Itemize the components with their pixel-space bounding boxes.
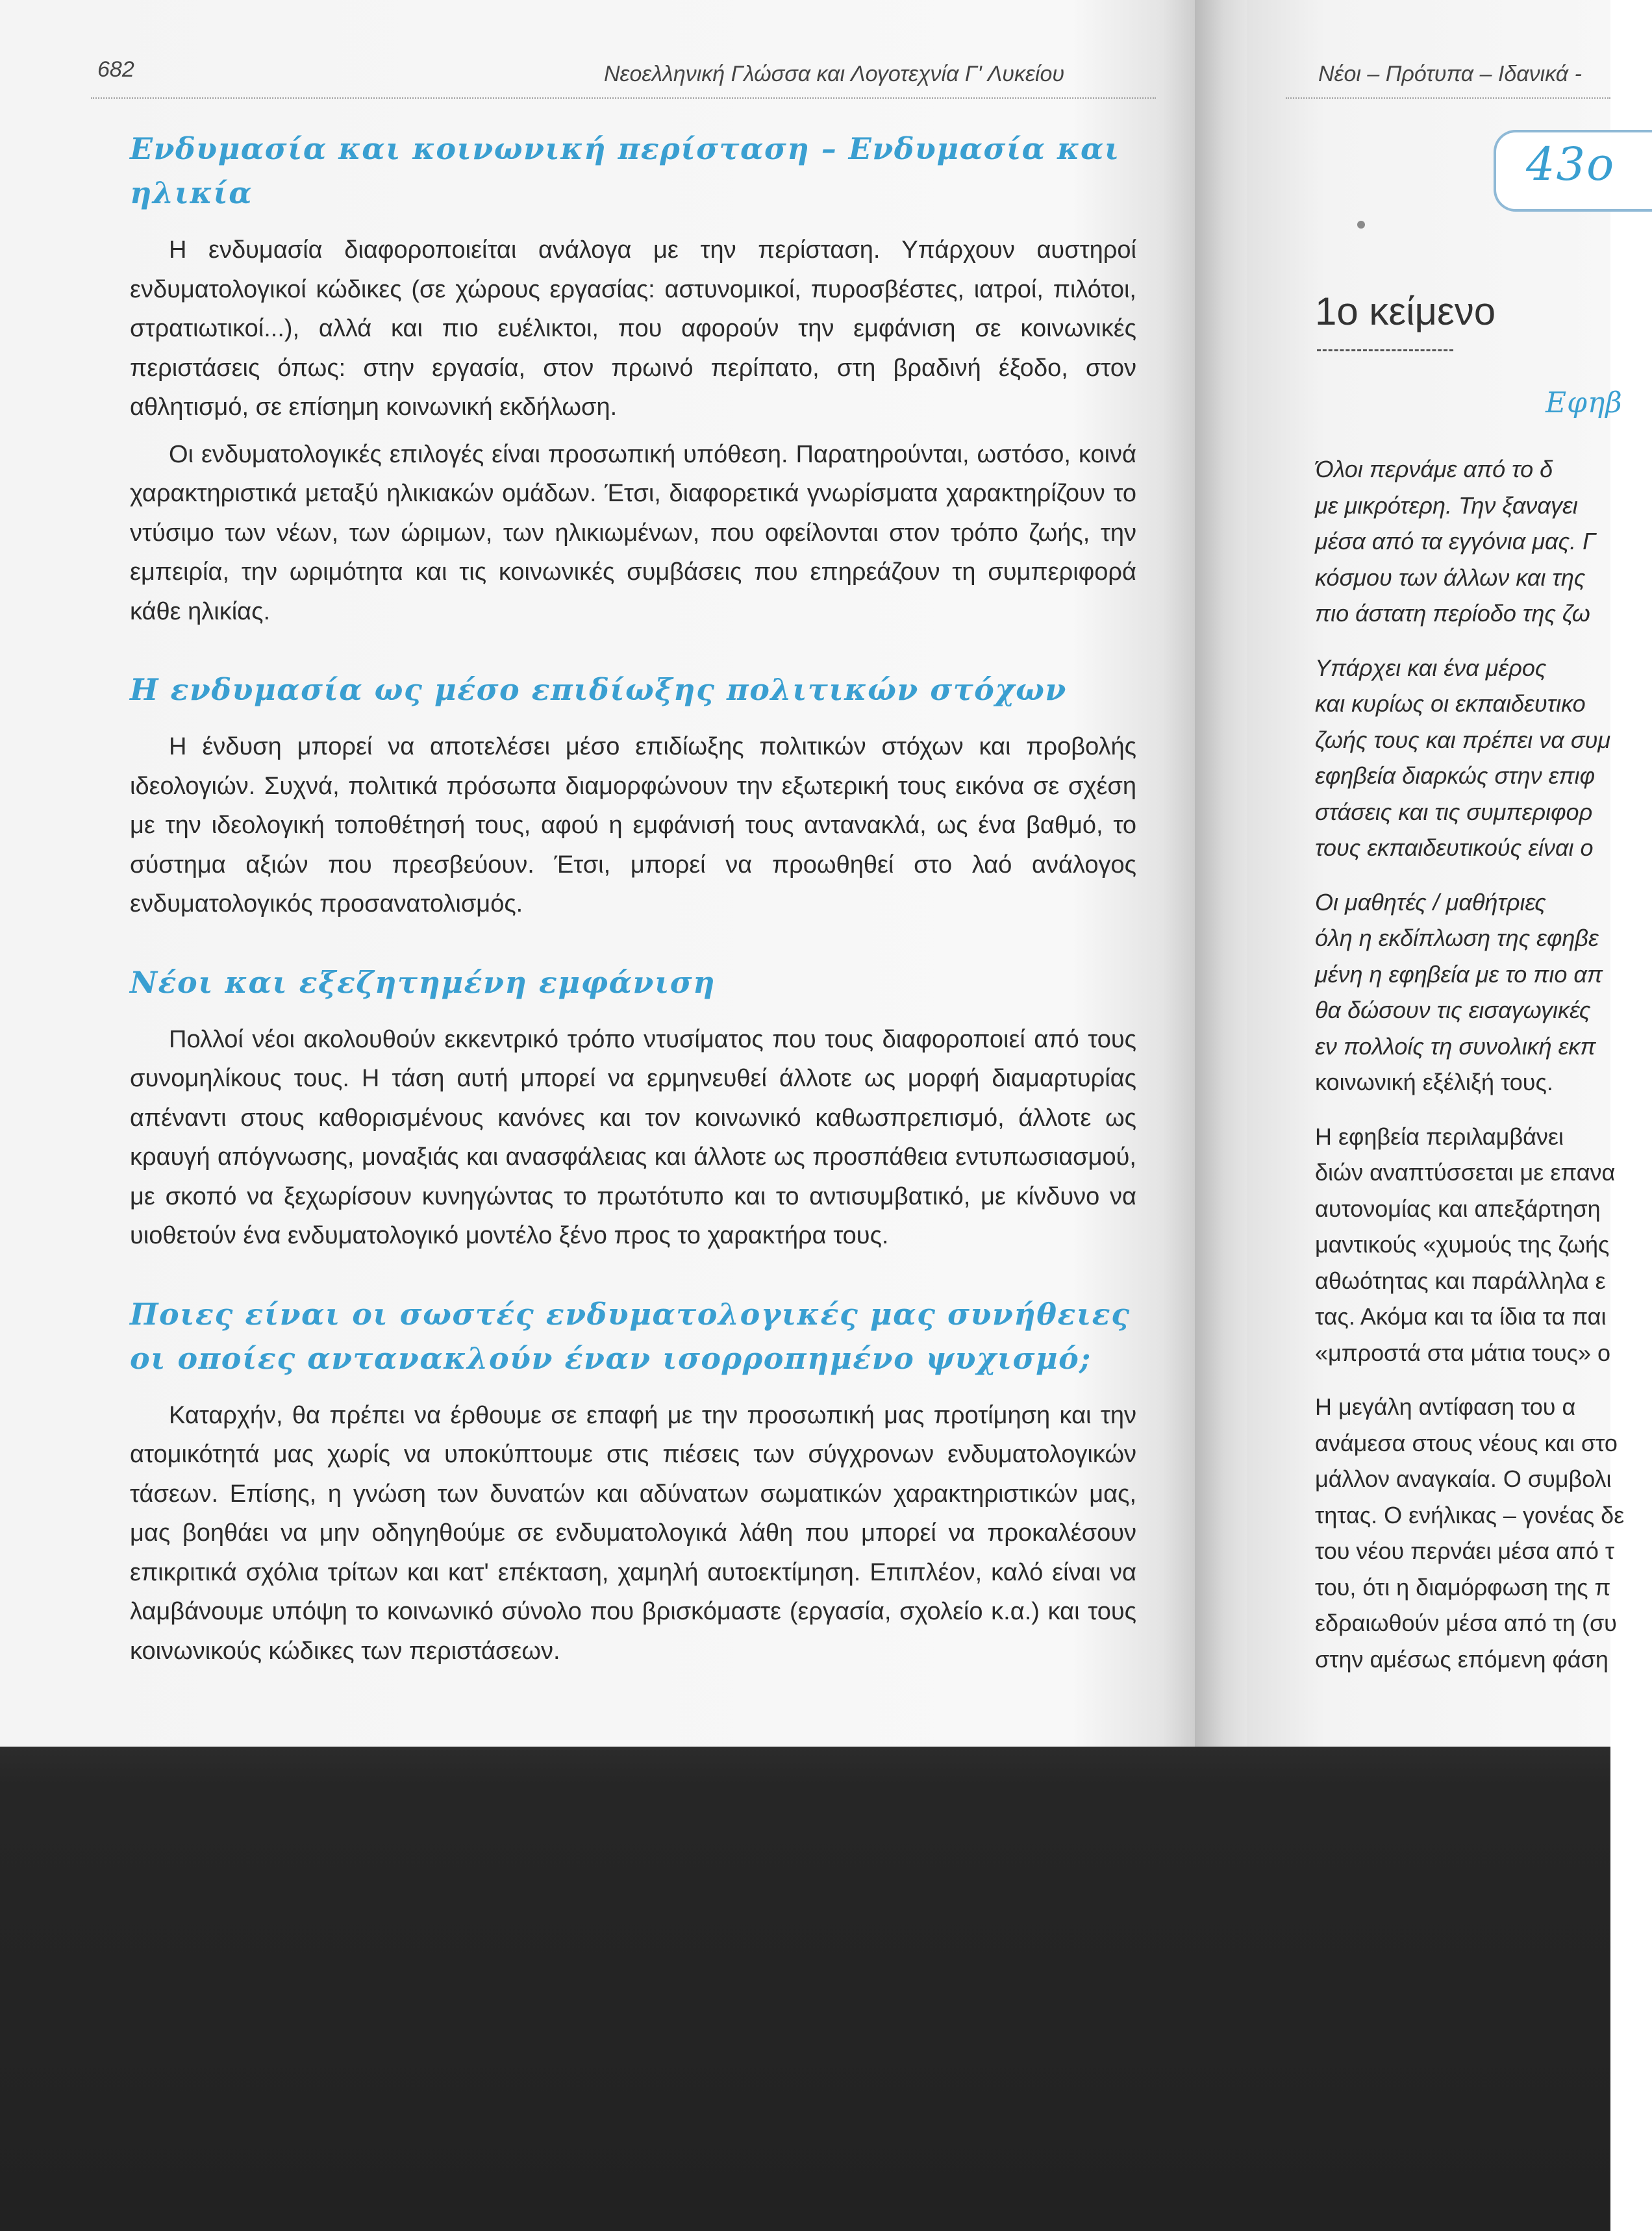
text-line: με μικρότερη. Την ξαναγει <box>1315 492 1578 519</box>
text-line: εν πολλοίς τη συνολική εκπ <box>1315 1032 1596 1060</box>
text-line: αθωότητας και παράλληλα ε <box>1315 1267 1606 1294</box>
right-page <box>1247 0 1625 1747</box>
right-subtitle: Εφηβ <box>1546 386 1623 419</box>
text-line: Οι μαθητές / μαθήτριες <box>1315 888 1546 916</box>
section-heading: Η ενδυμασία ως μέσο επιδίωξης πολιτικών στόχων <box>130 672 1067 707</box>
bullet-dot <box>1357 221 1365 229</box>
text-line: στάσεις και τις συμπεριφορ <box>1315 798 1593 825</box>
section-heading: Ενδυμασία και κοινωνική περίσταση – Ενδυμασία και ηλικία <box>130 131 1120 210</box>
text-line: του νέου περνάει μέσα από τ <box>1315 1538 1615 1564</box>
text-line: και κυρίως οι εκπαιδευτικο <box>1315 690 1586 717</box>
text-line: στην αμέσως επόμενη φάση <box>1315 1645 1608 1673</box>
text-label: 1ο κείμενο <box>1315 290 1496 333</box>
text-line: αυτονομίας και απεξάρτηση <box>1315 1195 1601 1222</box>
text-line: όλη η εκδίπλωση της εφηβε <box>1315 925 1599 951</box>
lesson-number: 43ο <box>1526 138 1616 191</box>
text-line: πιο άστατη περίοδο της ζω <box>1315 600 1590 627</box>
text-line: μαντικούς «χυμούς της ζωής <box>1315 1231 1610 1258</box>
text-line: εφηβεία διαρκώς στην επιφ <box>1315 762 1596 789</box>
text-line: Η εφηβεία περιλαμβάνει <box>1315 1123 1564 1150</box>
left-page-content <box>130 127 1136 1671</box>
text-line: μάλλον αναγκαία. Ο συμβολι <box>1315 1465 1612 1492</box>
text-line: τους εκπαιδευτικούς είναι ο <box>1315 834 1594 861</box>
scanner-background <box>0 1747 1610 2231</box>
text-line: μένη η εφηβεία με το πιο απ <box>1315 960 1603 988</box>
right-page-body <box>1315 451 1625 1677</box>
header-divider <box>91 97 1156 99</box>
text-line: τας. Ακόμα και τα ίδια τα παι <box>1315 1303 1607 1330</box>
running-header: Νεοελληνική Γλώσσα και Λογοτεχνία Γ' Λυκείου <box>604 62 1065 86</box>
page-number: 682 <box>97 57 134 82</box>
running-header-right: Νέοι – Πρότυπα – Ιδανικά - <box>1318 62 1582 86</box>
text-line: του, ότι η διαμόρφωση της π <box>1315 1573 1611 1601</box>
text-line: κόσμου των άλλων και της <box>1315 564 1586 591</box>
text-line: ζωής τους και πρέπει να συμ <box>1315 726 1611 753</box>
text-line: «μπροστά στα μάτια τους» ο <box>1315 1339 1610 1366</box>
text-line: ανάμεσα στους νέους και στο <box>1315 1429 1618 1456</box>
text-line: κοινωνική εξέλιξή τους. <box>1315 1069 1553 1095</box>
section-heading-line-2: οι οποίες αντανακλούν έναν ισορροπημένο ψυχισμό; <box>130 1340 1092 1376</box>
section-heading: Νέοι και εξεζητημένη εμφάνιση <box>130 964 716 1000</box>
paragraph: Η ένδυση μπορεί να αποτελέσει μέσο επιδίωξης πολιτικών στόχων και προβολής ιδεολογιών. Συχνά, πολιτικά πρόσωπα διαμορφώνουν την εξωτερική τους εικόνα σε σχέση με την ιδεολογική τοποθέτησή τους, αφού η εμφάνισή τους αντανακλά, ως ένα βαθμό, το σύστημα αξιών που πρεσβεύουν. Έτσι, μπορεί να προωθηθεί στο λαό ανάλογος ενδυματολογικός προσανατολισμός. <box>130 733 1136 917</box>
paragraph: Η ενδυμασία διαφοροποιείται ανάλογα με την περίσταση. Υπάρχουν αυστηροί ενδυματολογικοί κώδικες (σε χώρους εργασίας: αστυνομικοί, πυροσβέστες, ιατροί, πιλότοι, στρατιωτικοί...), αλλά και πιο ευέλικτοι, που αφορούν την εμφάνιση σε κοινωνικές περιστάσεις όπως: στην εργασία, στον πρωινό περίπατο, στη βραδινή έξοδο, στον αθλητισμό, σε επίσημη κοινωνική εκδήλωση. <box>130 236 1136 421</box>
text-line: μέσα από τα εγγόνια μας. Γ <box>1315 528 1596 555</box>
text-line: Υπάρχει και ένα μέρος <box>1315 654 1547 681</box>
text-line: Η μεγάλη αντίφαση του α <box>1315 1393 1576 1420</box>
text-line: διών αναπτύσσεται με επανα <box>1315 1159 1616 1186</box>
text-line: Όλοι περνάμε από το δ <box>1315 456 1553 482</box>
section-heading-line-1: Ποιες είναι οι σωστές ενδυματολογικές μας συνήθειες <box>130 1296 1131 1332</box>
text-line: τητας. Ο ενήλικας – γονέας δε <box>1315 1501 1625 1528</box>
header-divider-right <box>1286 97 1610 99</box>
text-line: θα δώσουν τις εισαγωγικές <box>1315 997 1591 1023</box>
paragraph: Καταρχήν, θα πρέπει να έρθουμε σε επαφή με την προσωπική μας προτίμηση και την ατομικότητά μας χωρίς να υποκύπτουμε στις πιέσεις των σύγχρονων ενδυματολογικών τάσεων. Επίσης, η γνώση των δυνατών και αδύνατων σωματικών χαρακτηριστικών μας, μας βοηθάει να μην οδηγηθούμε σε ενδυματολογικά λάθη που μπορεί να προκαλέσουν επικριτικά σχόλια τρίτων και κατ' επέκταση, χαμηλή αυτοεκτίμηση. Επιπλέον, καλό είναι να λαμβάνουμε υπόψη το κοινωνικό σύνολο που βρισκόμαστε (εργασία, σχολείο κ.α.) και τους κοινωνικούς κώδικες των περιστάσεων. <box>130 1401 1136 1665</box>
paragraph: Πολλοί νέοι ακολουθούν εκκεντρικό τρόπο ντυσίματος που τους διαφοροποιεί από τους συνομηλίκους τους. Η τάση αυτή μπορεί να ερμηνευθεί άλλοτε ως μορφή διαμαρτυρίας απέναντι στους καθορισμένους κανόνες και τον κοινωνικό καθωσπρεπισμό, άλλοτε ως κραυγή απόγνωσης, μοναξιάς και ανασφάλειας και άλλοτε ως προσπάθεια εντυπωσιασμού, με σκοπό να ξεχωρίσουν κυνηγώντας το πρωτότυπο και το αντισυμβατικό, με κίνδυνο να υιοθετούν ένα ενδυματολογικό μοντέλο ξένο προς το χαρακτήρα τους. <box>130 1025 1136 1249</box>
paragraph: Οι ενδυματολογικές επιλογές είναι προσωπική υπόθεση. Παρατηρούνται, ωστόσο, κοινά χαρακτηριστικά μεταξύ ηλικιακών ομάδων. Έτσι, διαφορετικά γνωρίσματα χαρακτηρίζουν το ντύσιμο των νέων, των ώριμων, των ηλικιωμένων, που οφείλονται στον τρόπο ζωής, την εμπειρία, την ωριμότητα και τις κοινωνικές συμβάσεις που επηρεάζουν τη συμπεριφορά κάθε ηλικίας. <box>130 440 1136 625</box>
text-line: εδραιωθούν μέσα από τη (συ <box>1315 1610 1617 1636</box>
text-label-underline <box>1317 349 1453 351</box>
